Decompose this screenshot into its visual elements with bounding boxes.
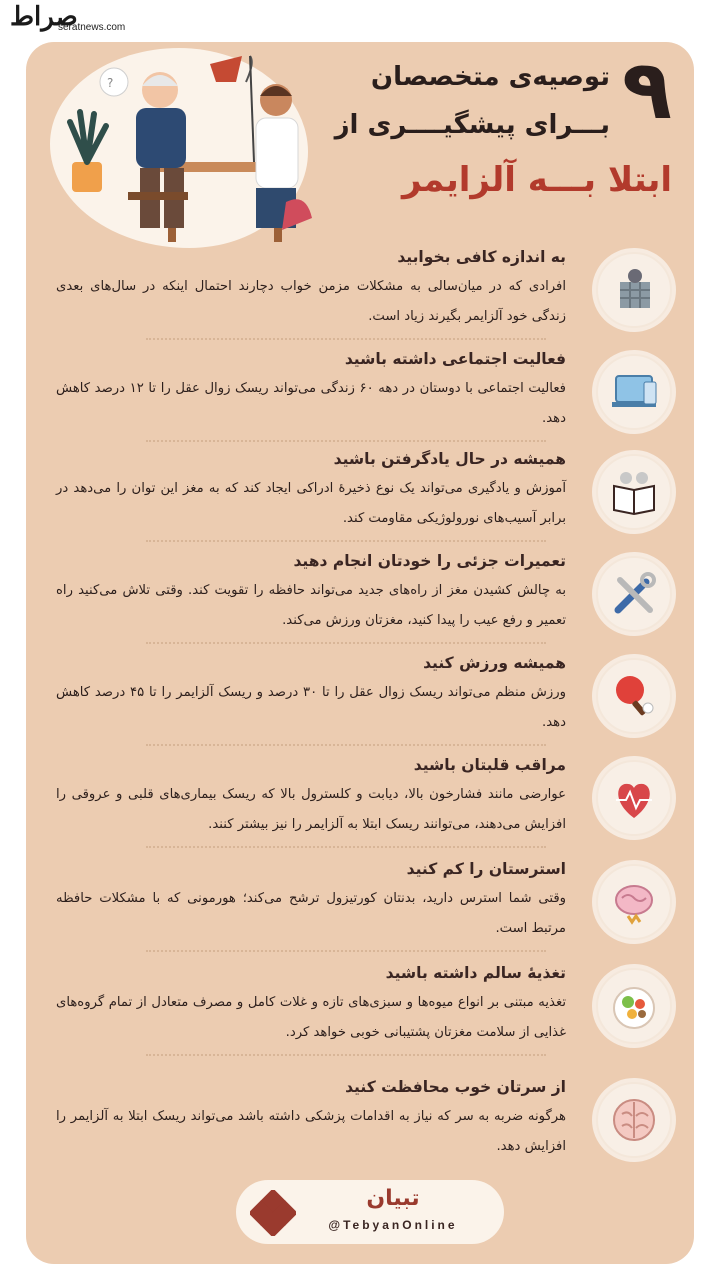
- heart-icon: [596, 760, 672, 836]
- divider: [146, 744, 546, 746]
- svg-text:?: ?: [107, 76, 114, 90]
- tebyan-logo-icon: [250, 1190, 296, 1236]
- footer-brand-pill: [236, 1180, 504, 1244]
- divider: [146, 950, 546, 952]
- tip-text: به چالش کشیدن مغز از راه‌های جدید می‌تواند حافظه را تقویت کند. وقتی تلاش می‌کنید راه تعمیر و رفع عیب را پیدا کنید، مغزتان ورزش می‌کند.: [56, 583, 566, 628]
- tip-title: به اندازه کافی بخوابید: [397, 248, 566, 266]
- divider: [146, 338, 546, 340]
- tip-text: فعالیت اجتماعی با دوستان در دهه ۶۰ زندگی می‌تواند ریسک زوال عقل را تا ۱۲ درصد کاهش دهد.: [56, 381, 566, 426]
- infographic-card: [26, 42, 694, 1264]
- footer-social-handle: @TebyanOnline: [328, 1218, 458, 1232]
- site-url: seratnews.com: [58, 22, 126, 33]
- doctor-patient-illustration: [50, 42, 320, 247]
- tip-item: [26, 1078, 694, 1178]
- tip-item: [26, 248, 694, 348]
- tip-item: [26, 654, 694, 754]
- tip-text: افرادی که در میان‌سالی به مشکلات مزمن خواب دچارند احتمال اینکه در سال‌های بعدی زندگی خود آلزایمر بگیرند زیاد است.: [56, 279, 566, 324]
- tip-title: استرستان را کم کنید: [406, 860, 566, 878]
- tip-title: مراقب قلبتان باشید: [413, 756, 566, 774]
- divider: [146, 846, 546, 848]
- page-title-line-1: توصیه‌ی متخصصان: [370, 62, 610, 92]
- book-icon: [596, 454, 672, 530]
- tips-count: ۹: [621, 43, 672, 138]
- sleep-icon: [596, 252, 672, 328]
- site-header: [0, 0, 720, 40]
- divider: [146, 540, 546, 542]
- tip-title: تغذیهٔ سالم داشته باشید: [385, 964, 566, 982]
- ping-pong-icon: [596, 658, 672, 734]
- tip-title: تعمیرات جزئی را خودتان انجام دهید: [293, 552, 566, 570]
- tip-text: ورزش منظم می‌تواند ریسک زوال عقل را تا ۳۰ درصد و ریسک آلزایمر را تا ۴۵ درصد کاهش دهد.: [56, 685, 566, 730]
- tip-text: هرگونه ضربه به سر که نیاز به اقدامات پزشکی داشته باشد می‌تواند ریسک ابتلا به آلزایمر را افزایش دهد.: [56, 1109, 566, 1154]
- tip-item: [26, 450, 694, 550]
- tip-text: وقتی شما استرس دارید، بدنتان کورتیزول ترشح می‌کند؛ هورمونی که با مشکلات حافظه مرتبط است.: [56, 891, 566, 936]
- page-title-line-3: ابتلا بـــه آلزایمر: [402, 160, 672, 200]
- tip-item: [26, 860, 694, 960]
- social-devices-icon: [596, 354, 672, 430]
- divider: [146, 642, 546, 644]
- divider: [146, 440, 546, 442]
- tip-text: تغذیه مبتنی بر انواع میوه‌ها و سبزی‌های تازه و غلات کامل و مصرف متعادل از تمام گروه‌های غذایی از سلامت مغزتان پشتیبانی خوبی خواهد کرد.: [56, 995, 566, 1040]
- stressed-brain-icon: [596, 864, 672, 940]
- tip-text: عوارضی مانند فشارخون بالا، دیابت و کلسترول بالا که ریسک بیماری‌های قلبی و عروقی را افزایش می‌دهند، می‌توانند ریسک ابتلا به آلزایمر را نیز بیشتر کنند.: [56, 787, 566, 832]
- tip-title: همیشه ورزش کنید: [423, 654, 566, 672]
- healthy-food-icon: [596, 968, 672, 1044]
- page-title-line-2: بـــرای پیشگیــــری از: [334, 110, 610, 140]
- tip-item: [26, 756, 694, 856]
- tip-text: آموزش و یادگیری می‌تواند یک نوع ذخیرهٔ ادراکی ایجاد کند که به مغز این توان را می‌دهد در برابر آسیب‌های نورولوژیکی مقاومت کند.: [56, 481, 566, 526]
- site-logo: صراط: [10, 2, 78, 32]
- tip-title: همیشه در حال یادگرفتن باشید: [333, 450, 566, 468]
- tip-title: از سرتان خوب محافظت کنید: [345, 1078, 566, 1096]
- divider: [146, 1054, 546, 1056]
- tip-item: [26, 964, 694, 1064]
- tip-title: فعالیت اجتماعی داشته باشید: [344, 350, 566, 368]
- tip-item: [26, 552, 694, 652]
- footer-brand-name: تبیان: [366, 1186, 420, 1211]
- tools-icon: [596, 556, 672, 632]
- tip-item: [26, 350, 694, 450]
- head-brain-icon: [596, 1082, 672, 1158]
